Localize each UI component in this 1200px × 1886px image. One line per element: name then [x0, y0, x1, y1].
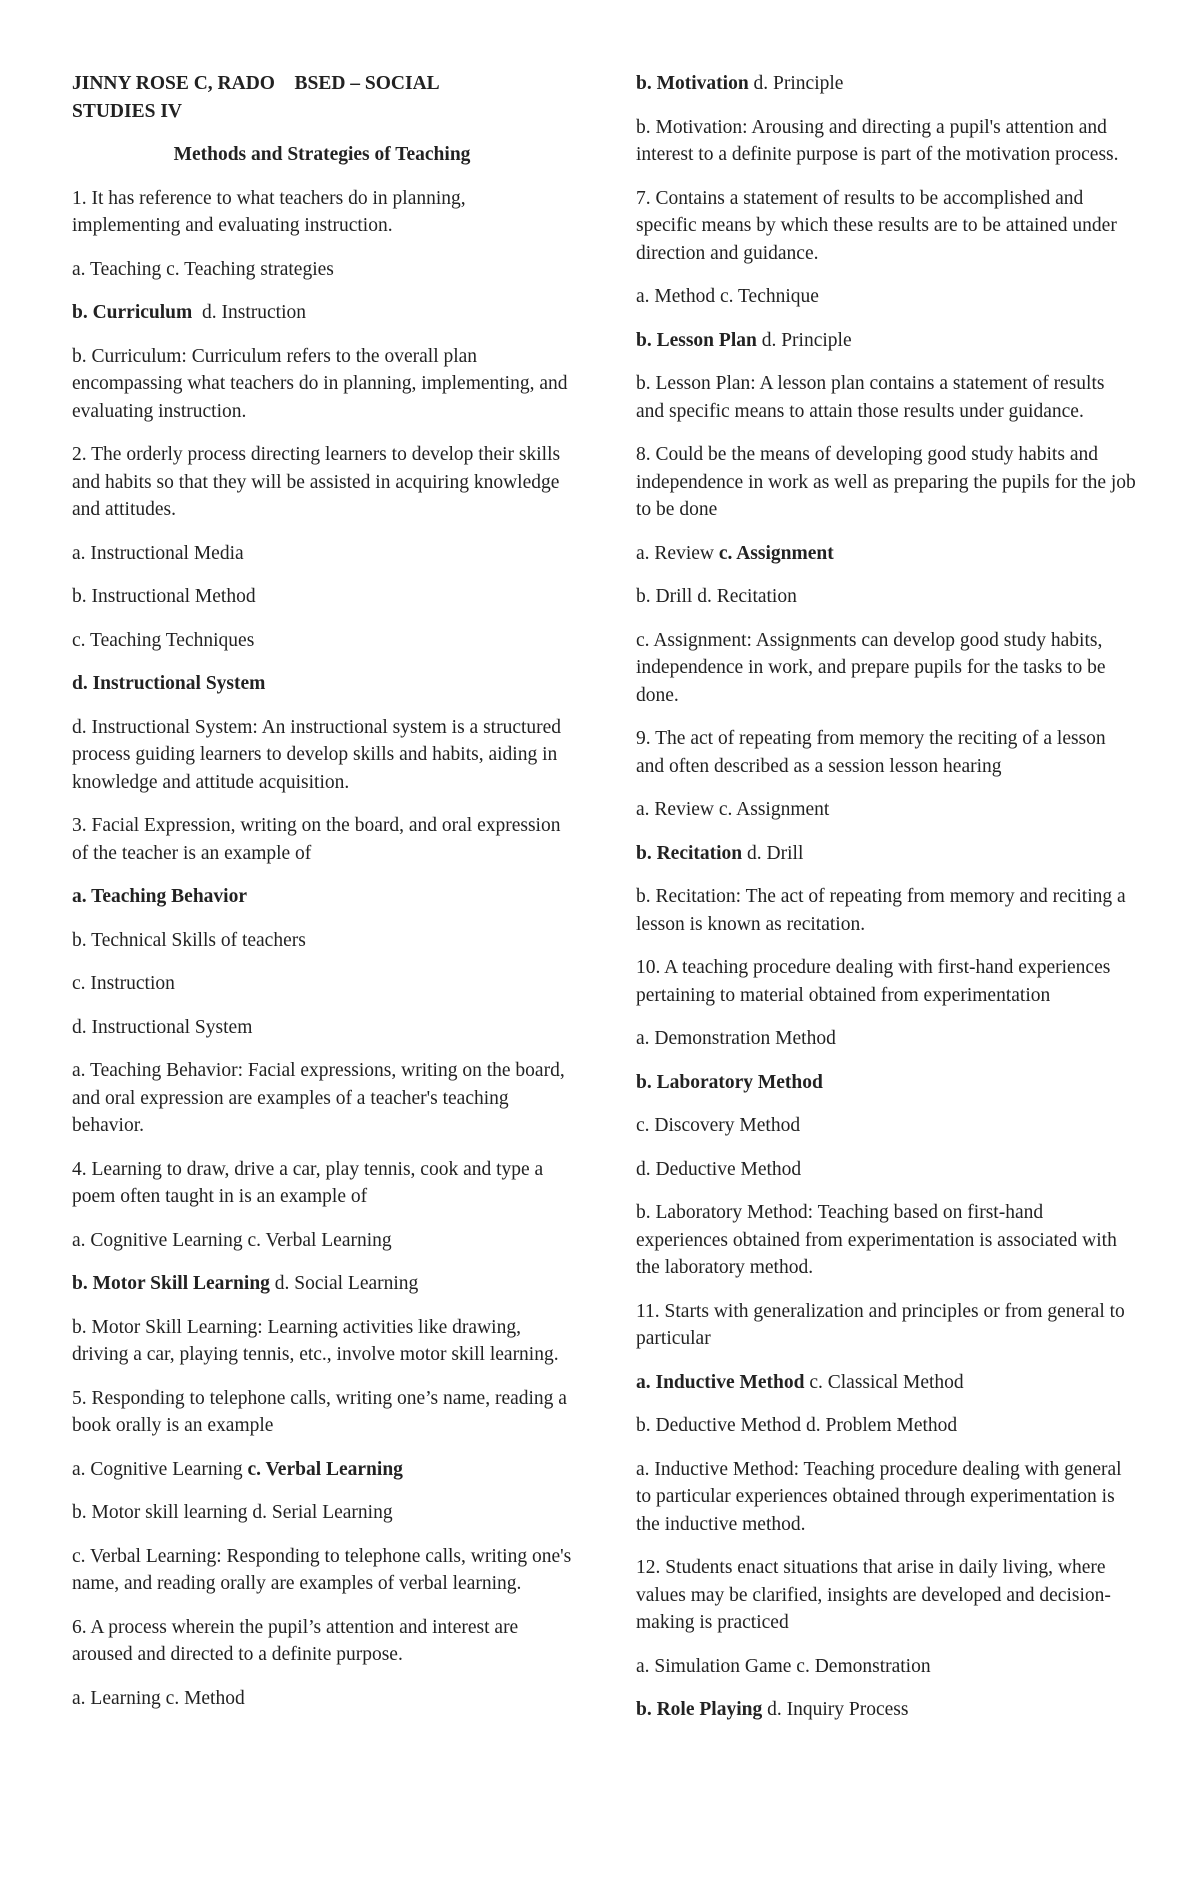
question-4-explanation: b. Motor Skill Learning: Learning activities like drawing, driving a car, playing tennis, etc., involve motor skill learning.	[72, 1316, 559, 1365]
question-3-option-c: c. Instruction	[72, 973, 175, 994]
question-8-answer: c. Assignment	[718, 542, 834, 564]
question-5-options-bd: b. Motor skill learning d. Serial Learning	[72, 1502, 393, 1523]
question-5-answer-line	[72, 1456, 572, 1484]
author-name: JINNY ROSE C, RADO	[72, 73, 275, 94]
question-8: 8. Could be the means of developing good study habits and independence in work as well as preparing the pupils for the job to be done	[636, 444, 1136, 520]
question-7-explanation: b. Lesson Plan: A lesson plan contains a statement of results and specific means to attain those results under guidance.	[636, 373, 1105, 422]
question-2-option-a: a. Instructional Media	[72, 542, 244, 564]
right-column	[636, 70, 1136, 1740]
question-9: 9. The act of repeating from memory the reciting of a lesson and often described as a session lesson hearing	[636, 728, 1106, 777]
question-11-options-bd: b. Deductive Method d. Problem Method	[636, 1415, 958, 1436]
question-1-options-ac: a. Teaching c. Teaching strategies	[72, 258, 334, 280]
question-10-option-c: c. Discovery Method	[636, 1115, 801, 1136]
question-5-option-a: a. Cognitive Learning	[72, 1458, 243, 1480]
question-7-answer: b. Lesson Plan	[636, 329, 757, 351]
question-12-option-d: d. Inquiry Process	[767, 1699, 909, 1720]
question-6-options-ac: a. Learning c. Method	[72, 1687, 245, 1709]
question-1-explanation: b. Curriculum: Curriculum refers to the overall plan encompassing what teachers do in planning, implementing, and evaluating instruction.	[72, 345, 568, 422]
question-9-explanation: b. Recitation: The act of repeating from memory and reciting a lesson is known as recitation.	[636, 886, 1126, 935]
question-4-options-ac: a. Cognitive Learning c. Verbal Learning	[72, 1229, 392, 1251]
question-10-option-d: d. Deductive Method	[636, 1158, 802, 1180]
question-6-explanation: b. Motivation: Arousing and directing a pupil's attention and interest to a definite purpose is part of the motivation process.	[636, 116, 1119, 165]
question-2-option-b: b. Instructional Method	[72, 586, 256, 607]
question-7-answer-line	[636, 327, 1136, 355]
document-title: Methods and Strategies of Teaching	[173, 144, 471, 165]
question-3-option-d: d. Instructional System	[72, 1016, 253, 1038]
left-column	[72, 70, 572, 1728]
question-5-explanation: c. Verbal Learning: Responding to telephone calls, writing one's name, and reading orally are examples of verbal learning.	[72, 1545, 572, 1594]
question-11-answer: a. Inductive Method	[636, 1371, 805, 1393]
question-6-answer: b. Motivation	[636, 73, 749, 94]
question-7-option-d: d. Principle	[761, 329, 852, 351]
question-11: 11. Starts with generalization and principles or from general to particular	[636, 1300, 1125, 1349]
question-5-answer: c. Verbal Learning	[247, 1458, 403, 1480]
question-10-answer: b. Laboratory Method	[636, 1071, 823, 1093]
question-10-explanation: b. Laboratory Method: Teaching based on first-hand experiences obtained from experimentation is associated with the laboratory method.	[636, 1202, 1117, 1278]
question-12: 12. Students enact situations that arise in daily living, where values may be clarified, insights are developed and decision-making is practiced	[636, 1557, 1111, 1633]
question-6: 6. A process wherein the pupil’s attention and interest are aroused and directed to a definite purpose.	[72, 1616, 519, 1665]
question-9-answer: b. Recitation	[636, 842, 743, 864]
question-6-answer-line	[636, 70, 1136, 98]
question-12-answer: b. Role Playing	[636, 1699, 763, 1720]
question-8-option-a: a. Review	[636, 542, 714, 564]
question-4-option-d: d. Social Learning	[274, 1273, 419, 1294]
question-8-explanation: c. Assignment: Assignments can develop good study habits, independence in work, and prepare pupils for the tasks to be done.	[636, 629, 1106, 706]
question-2-option-c: c. Teaching Techniques	[72, 629, 255, 651]
document-header	[72, 70, 572, 125]
question-1-answer-line	[72, 299, 572, 327]
question-6-option-d: d. Principle	[753, 73, 844, 94]
question-2-explanation: d. Instructional System: An instructional system is a structured process guiding learners to develop skills and habits, aiding in knowledge and attitude acquisition.	[72, 716, 562, 793]
course-line-2: STUDIES IV	[72, 100, 183, 122]
question-10: 10. A teaching procedure dealing with first-hand experiences pertaining to material obtained from experimentation	[636, 957, 1111, 1006]
question-7: 7. Contains a statement of results to be accomplished and specific means by which these results are to be attained under direction and guidance.	[636, 187, 1117, 264]
question-1-option-d: d. Instruction	[202, 302, 306, 323]
question-2-answer: d. Instructional System	[72, 673, 266, 694]
question-3-explanation: a. Teaching Behavior: Facial expressions, writing on the board, and oral expression are examples of a teacher's teaching behavior.	[72, 1060, 565, 1136]
question-3: 3. Facial Expression, writing on the board, and oral expression of the teacher is an example of	[72, 815, 561, 864]
question-9-option-d: d. Drill	[747, 842, 804, 864]
question-8-answer-line	[636, 540, 1136, 568]
question-3-answer: a. Teaching Behavior	[72, 886, 247, 907]
question-5: 5. Responding to telephone calls, writing one’s name, reading a book orally is an example	[72, 1387, 567, 1436]
question-2: 2. The orderly process directing learners to develop their skills and habits so that they will be assisted in acquiring knowledge and attitudes.	[72, 444, 561, 520]
course-line-1: BSED – SOCIAL	[294, 73, 440, 94]
question-3-option-b: b. Technical Skills of teachers	[72, 929, 306, 951]
question-9-options-ac: a. Review c. Assignment	[636, 799, 830, 820]
question-7-options-ac: a. Method c. Technique	[636, 286, 819, 307]
question-8-options-bd: b. Drill d. Recitation	[636, 586, 797, 607]
question-10-option-a: a. Demonstration Method	[636, 1028, 836, 1049]
question-4: 4. Learning to draw, drive a car, play tennis, cook and type a poem often taught in is an example of	[72, 1158, 544, 1207]
question-1-answer: b. Curriculum	[72, 302, 193, 323]
question-11-explanation: a. Inductive Method: Teaching procedure dealing with general to particular experiences obtained through experimentation is the inductive method.	[636, 1458, 1122, 1535]
question-11-option-c: c. Classical Method	[809, 1371, 964, 1393]
question-12-options-ac: a. Simulation Game c. Demonstration	[636, 1655, 931, 1677]
question-4-answer: b. Motor Skill Learning	[72, 1273, 270, 1294]
question-11-answer-line	[636, 1369, 1136, 1397]
question-9-answer-line	[636, 840, 1136, 868]
question-4-answer-line	[72, 1270, 572, 1298]
question-1: 1. It has reference to what teachers do in planning, implementing and evaluating instruction.	[72, 187, 466, 236]
question-12-answer-line	[636, 1696, 1136, 1724]
